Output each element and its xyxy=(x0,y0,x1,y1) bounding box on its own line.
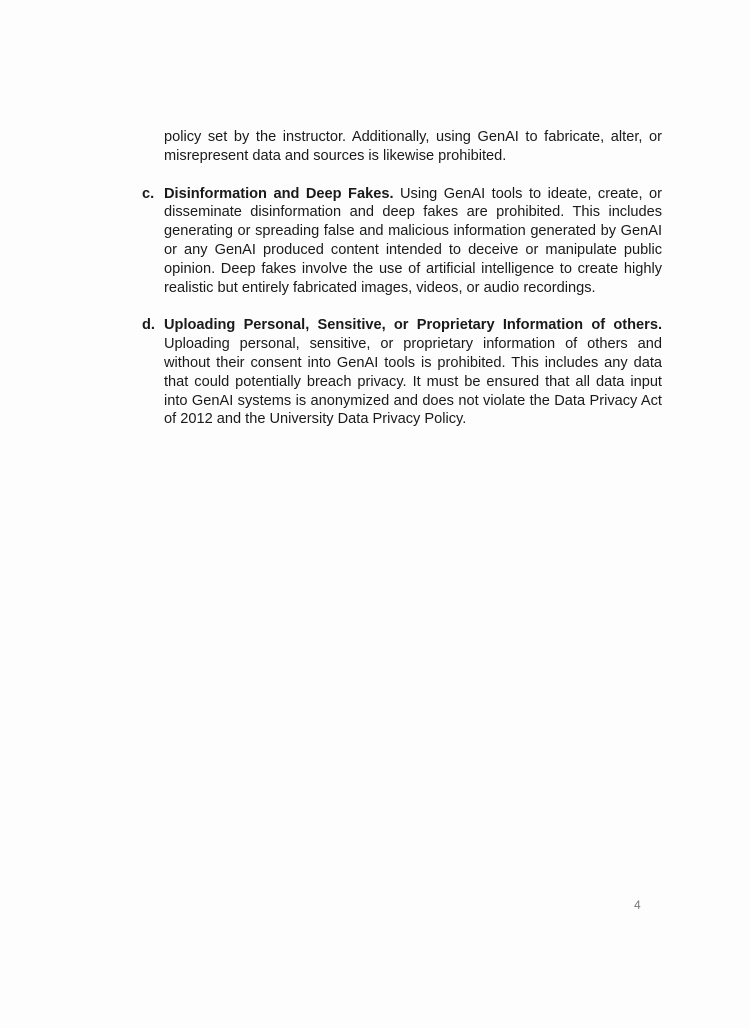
item-d-body: Uploading personal, sensitive, or proprietary information of others and without their consent into GenAI tools is prohibited. This includes any data that could potentially breach privacy. It must be ensured that all data input into GenAI systems is anonymized and does not violate the Data Privacy Act of 2012 and the University Data Privacy Policy. xyxy=(164,336,662,428)
item-c-heading: Disinformation and Deep Fakes. xyxy=(164,185,400,202)
list-item-d xyxy=(142,316,662,429)
item-c-body: Using GenAI tools to ideate, create, or disseminate disinformation and deep fakes are prohibited. This includes generating or spreading false and malicious information generated by GenAI or any GenAI produced content intended to deceive or manipulate public opinion. Deep fakes involve the use of artificial intelligence to create highly realistic but entirely fabricated images, videos, or audio recordings. xyxy=(164,185,662,296)
list-marker-d: d. xyxy=(142,317,155,334)
page-number: 4 xyxy=(634,898,641,912)
list-marker-c: c. xyxy=(142,185,155,202)
page-content xyxy=(142,128,662,429)
continuation-paragraph: policy set by the instructor. Additionally, using GenAI to fabricate, alter, or misrepresent data and sources is likewise prohibited. xyxy=(164,129,662,164)
list-item-c xyxy=(142,185,662,298)
item-d-heading: Uploading Personal, Sensitive, or Proprietary Information of others. xyxy=(164,317,662,334)
